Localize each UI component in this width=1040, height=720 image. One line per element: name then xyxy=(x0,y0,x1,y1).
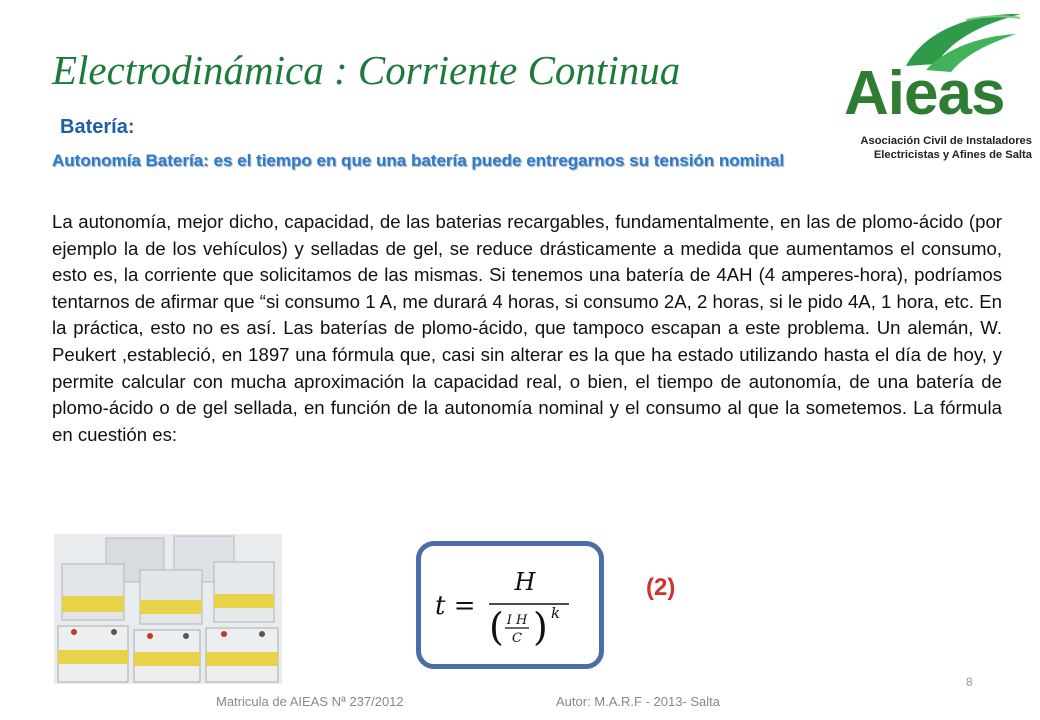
formula-lhs: t = xyxy=(435,591,476,621)
logo-tagline xyxy=(838,134,1032,162)
formula-den-bottom: C xyxy=(512,631,522,646)
logo-tagline-line-1: Asociación Civil de Instaladores xyxy=(860,135,1032,147)
footer-author: Autor: M.A.R.F - 2013- Salta xyxy=(556,694,721,709)
footer-registration: Matricula de AIEAS Nª 237/2012 xyxy=(216,694,404,709)
left-paren: ( xyxy=(489,605,504,649)
formula-numerator: H xyxy=(514,568,536,596)
logo-tagline-line-2: Electricistas y Afines de Salta xyxy=(873,149,1032,161)
formula-den-top: I H xyxy=(506,613,528,628)
aieas-logo xyxy=(836,8,1032,168)
logo-wordmark: Aieas xyxy=(844,59,1005,128)
equation-number: (2) xyxy=(646,574,676,601)
peukert-formula xyxy=(429,556,591,652)
batteries-photo xyxy=(54,534,282,684)
right-paren: ) xyxy=(533,605,548,649)
body-paragraph: La autonomía, mejor dicho, capacidad, de las baterias recargables, fundamentalmente, en las de plomo-ácido (por ejemplo la de los vehículos) y selladas de gel, se reduce drásticamente a medida que aumentamos el consumo, esto es, la corriente que solicitamos de las mismas. Si tenemos una batería de 4AH (4 amperes-hora), podríamos tentarnos de afirmar que “si consumo 1 A, me durará 4 horas, si consumo 2A, 2 horas, si le pido 4A, 1 hora, etc. En la práctica, esto no es así. Las baterías de plomo-ácido, que tampoco escapan a este problema. Un alemán, W. Peukert ,estableció, en 1897 una fórmula que, casi sin alterar es la que ha estado utilizando hasta el día de hoy, y permite calcular con mucha aproximación la capacidad real, o bien, el tiempo de autonomía, de una batería de plomo-ácido o de gel sellada, en función de la autonomía nominal y el consumo al que la sometemos. La fórmula en cuestión es: xyxy=(52,211,1002,445)
section-heading: Batería: xyxy=(60,116,135,138)
slide-title: Electrodinámica : Corriente Continua xyxy=(52,47,681,93)
page-number: 8 xyxy=(966,675,973,689)
batteries-illustration xyxy=(54,534,282,684)
subtitle-definition: Autonomía Batería: es el tiempo en que una batería puede entregarnos su tensión nominal xyxy=(52,151,785,170)
formula-frame xyxy=(416,541,604,669)
formula-exponent: k xyxy=(551,604,561,622)
